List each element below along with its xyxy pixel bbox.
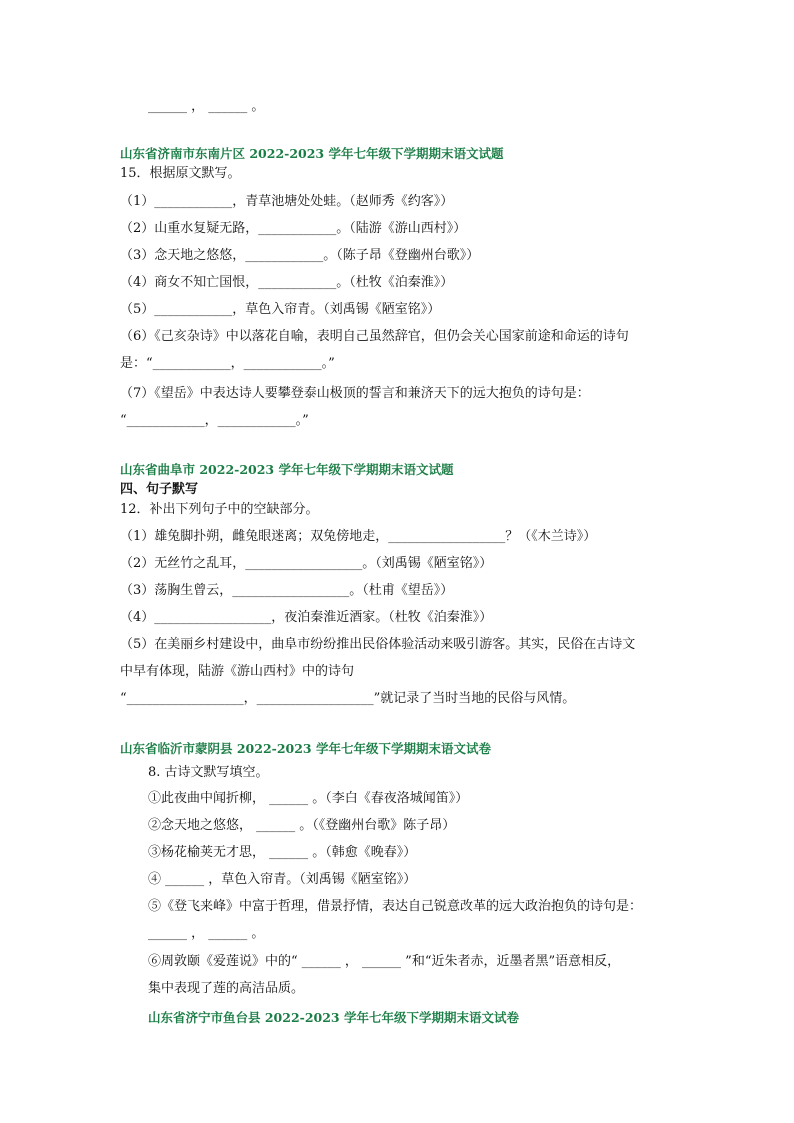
fill-item: （4）__________________，夜泊秦淮近酒家。（杜牧《泊秦淮》） xyxy=(120,610,493,625)
fill-item: 是：“____________，____________。” xyxy=(120,356,335,371)
fill-item: ④ ______ ，草色入帘青。（刘禹锡《陋室铭》） xyxy=(148,872,417,887)
fill-item: （6）《己亥杂诗》中以落花自喻，表明自己虽然辞官，但仍会关心国家前途和命运的诗句 xyxy=(120,329,629,344)
fill-item: ______ ， ______ 。 xyxy=(148,926,265,941)
section-heading: 山东省济宁市鱼台县 2022-2023 学年七年级下学期期末语文试卷 xyxy=(148,1010,519,1025)
question-stem: 12．补出下列句子中的空缺部分。 xyxy=(120,502,319,517)
fill-item: （3）荡胸生曾云，__________________。（杜甫《望岳》） xyxy=(120,583,454,598)
fill-item: ⑥周敦颐《爱莲说》中的“ ______ ， ______ ”和“近朱者赤，近墨者黑”语意相反， xyxy=(148,954,621,969)
top-fill-line: ______ ， ______ 。 xyxy=(148,99,265,114)
fill-item: “____________，____________。” xyxy=(120,413,309,428)
fill-item: （2）山重水复疑无路，____________。（陆游《游山西村》） xyxy=(120,221,467,236)
fill-item: ⑤《登飞来峰》中富于哲理，借景抒情，表达自己锐意改革的远大政治抱负的诗句是： xyxy=(148,899,643,914)
fill-item: （3）念天地之悠悠，____________。（陈子昂《登幽州台歌》） xyxy=(120,248,480,263)
section-heading: 山东省济南市东南片区 2022-2023 学年七年级下学期期末语文试题 xyxy=(120,146,504,161)
fill-item: （1）雄兔脚扑朔，雌兔眼迷离；双兔傍地走，__________________？（《木兰诗》） xyxy=(120,529,597,544)
fill-item: ③杨花榆荚无才思， ______ 。（韩愈《晚春》） xyxy=(148,845,417,860)
section-heading: 山东省临沂市蒙阴县 2022-2023 学年七年级下学期期末语文试卷 xyxy=(120,741,491,756)
fill-item: ②念天地之悠悠， ______ 。（《登幽州台歌》陈子昂） xyxy=(148,818,456,833)
question-stem: 15．根据原文默写。 xyxy=(120,166,241,181)
fill-item: （4）商女不知亡国恨，____________。（杜牧《泊秦淮》） xyxy=(120,275,454,290)
fill-item: ①此夜曲中闻折柳， ______ 。（李白《春夜洛城闻笛》） xyxy=(148,791,469,806)
fill-item: （2）无丝竹之乱耳，__________________。（刘禹锡《陋室铭》） xyxy=(120,556,493,571)
fill-item: （1）____________，青草池塘处处蛙。（赵师秀《约客》） xyxy=(120,194,454,209)
fill-item: （7）《望岳》中表达诗人要攀登泰山极顶的誓言和兼济天下的远大抱负的诗句是： xyxy=(120,386,590,401)
question-stem: 8. 古诗文默写填空。 xyxy=(148,765,269,780)
fill-item: “__________________，__________________”就记录了当时当地的民俗与风情。 xyxy=(120,691,576,706)
section-subheading: 四、句子默写 xyxy=(120,482,199,497)
section-heading: 山东省曲阜市 2022-2023 学年七年级下学期期末语文试题 xyxy=(120,462,454,477)
fill-item: 中早有体现，陆游《游山西村》中的诗句 xyxy=(120,664,355,679)
fill-item: （5）____________，草色入帘青。（刘禹锡《陋室铭》） xyxy=(120,302,441,317)
fill-item: 集中表现了莲的高洁品质。 xyxy=(148,981,305,996)
fill-item: （5）在美丽乡村建设中，曲阜市纷纷推出民俗体验活动来吸引游客。其实，民俗在古诗文 xyxy=(120,637,636,652)
